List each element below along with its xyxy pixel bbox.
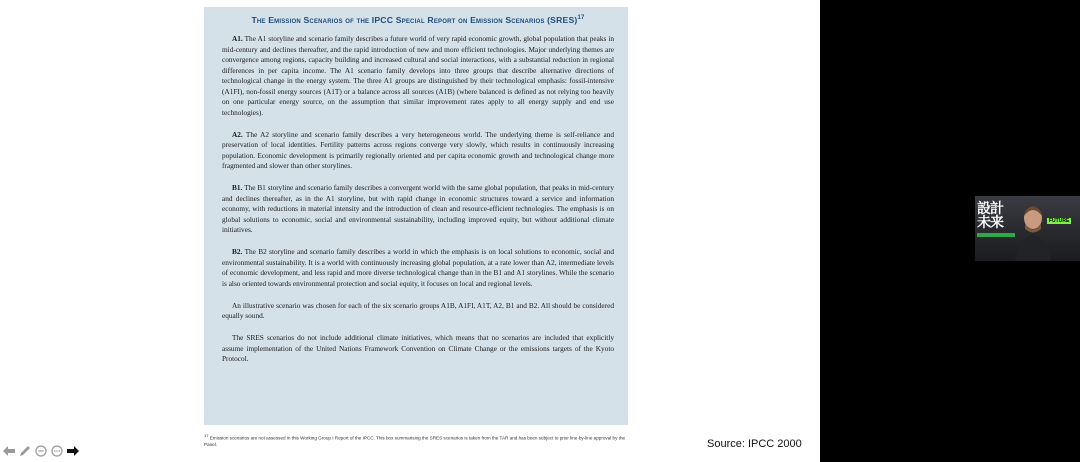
sign-text: 設計 未来 bbox=[977, 201, 1003, 231]
pen-icon[interactable] bbox=[18, 444, 31, 457]
paragraph-text: The SRES scenarios do not include additional climate initiatives, which means that no scenarios are included that explicitly assume implementation of the United Nations Framework Convention on Climate Change or the emissions targets of the Kyoto Protocol. bbox=[222, 333, 614, 363]
paragraph-a2 bbox=[222, 130, 614, 172]
paragraph-text: The A2 storyline and scenario family describes a very heterogeneous world. The underlying theme is self-reliance and preservation of local identities. Fertility patterns across regions converge very slowly, which results in continuously increasing population. Economic development is primarily regionally oriented and per capita economic growth and technological change more fragmented and slower than other storylines. bbox=[222, 129, 614, 170]
paragraph-lead: A2. bbox=[232, 129, 243, 139]
paragraph-lead: B1. bbox=[232, 183, 243, 192]
sign-strip bbox=[977, 233, 1015, 237]
arrow-left-icon[interactable] bbox=[2, 444, 15, 457]
speaker-video bbox=[975, 196, 1080, 261]
source-label: Source: IPCC 2000 bbox=[707, 438, 802, 450]
paragraph-lead: A1. bbox=[232, 34, 243, 43]
paragraph-b1 bbox=[222, 183, 614, 236]
paragraph-illustrative bbox=[222, 301, 614, 322]
arrow-right-icon[interactable] bbox=[66, 444, 79, 457]
footnote bbox=[204, 433, 634, 448]
paragraph-text: The B1 storyline and scenario family describes a convergent world with the same global population, that peaks in mid-century and declines thereafter, as in the A1 storyline, but with rapid change in economic structures toward a service and information economy, with reductions in material intensity and the introduction of clean and resource-efficient technologies. The emphasis is on global solutions to economic, social and environmental sustainability, including improved equity, but without additional climate initiatives. bbox=[222, 183, 614, 234]
speaker-avatar bbox=[1015, 202, 1051, 261]
box-title-ref: 17 bbox=[577, 15, 585, 22]
paragraph-text: The B2 storyline and scenario family describes a world in which the emphasis is on local solutions to economic, social and environmental sustainability. It is a world with continuously increasing global population, at a rate lower than A2, intermediate levels of economic development, and less rapid and more diverse technological change than in the B1 and A1 storylines. While the scenario is also oriented towards environmental protection and social equity, it focuses on local and regional levels. bbox=[222, 247, 614, 288]
sres-box bbox=[204, 7, 628, 425]
paragraph-no-initiatives bbox=[222, 333, 614, 365]
presentation-toolbar bbox=[2, 444, 79, 457]
sign-tag: FUTURE bbox=[1049, 218, 1070, 224]
paragraph-b2 bbox=[222, 247, 614, 289]
footnote-ref: 17 bbox=[204, 433, 209, 438]
more-icon[interactable] bbox=[50, 444, 63, 457]
paragraph-a1 bbox=[222, 34, 614, 118]
paragraph-text: An illustrative scenario was chosen for each of the six scenario groups A1B, A1FI, A1T, A2, B1 and B2. All should be considered equally sound. bbox=[222, 300, 614, 320]
footnote-text: Emission scenarios are not assessed in this Working Group I Report of the IPCC. This box summarising the SRES scenarios is taken from the TAR and has been subject to prior line-by-line approval by the Panel. bbox=[204, 435, 626, 447]
paragraph-text: The A1 storyline and scenario family describes a future world of very rapid economic growth, global population that peaks in mid-century and declines thereafter, and the rapid introduction of new and more efficient technologies. Major underlying themes are convergence among regions, capacity building and increased cultural and social interactions, with a substantial reduction in regional differences in per capita income. The A1 scenario family develops into three groups that describe alternative directions of technological change in the energy system. The three A1 groups are distinguished by their technological emphasis: fossil-intensive (A1FI), non-fossil energy sources (A1T) or a balance across all sources (A1B) (where balanced is defined as not relying too heavily on one particular energy source, on the assumption that similar improvement rates apply to all energy supply and end use technologies). bbox=[222, 34, 614, 117]
box-title-text: The Emission Scenarios of the IPCC Special Report on Emission Scenarios (SRES) bbox=[251, 15, 578, 25]
zoom-icon[interactable] bbox=[34, 444, 47, 457]
box-title bbox=[222, 15, 614, 25]
paragraph-lead: B2. bbox=[232, 247, 243, 256]
